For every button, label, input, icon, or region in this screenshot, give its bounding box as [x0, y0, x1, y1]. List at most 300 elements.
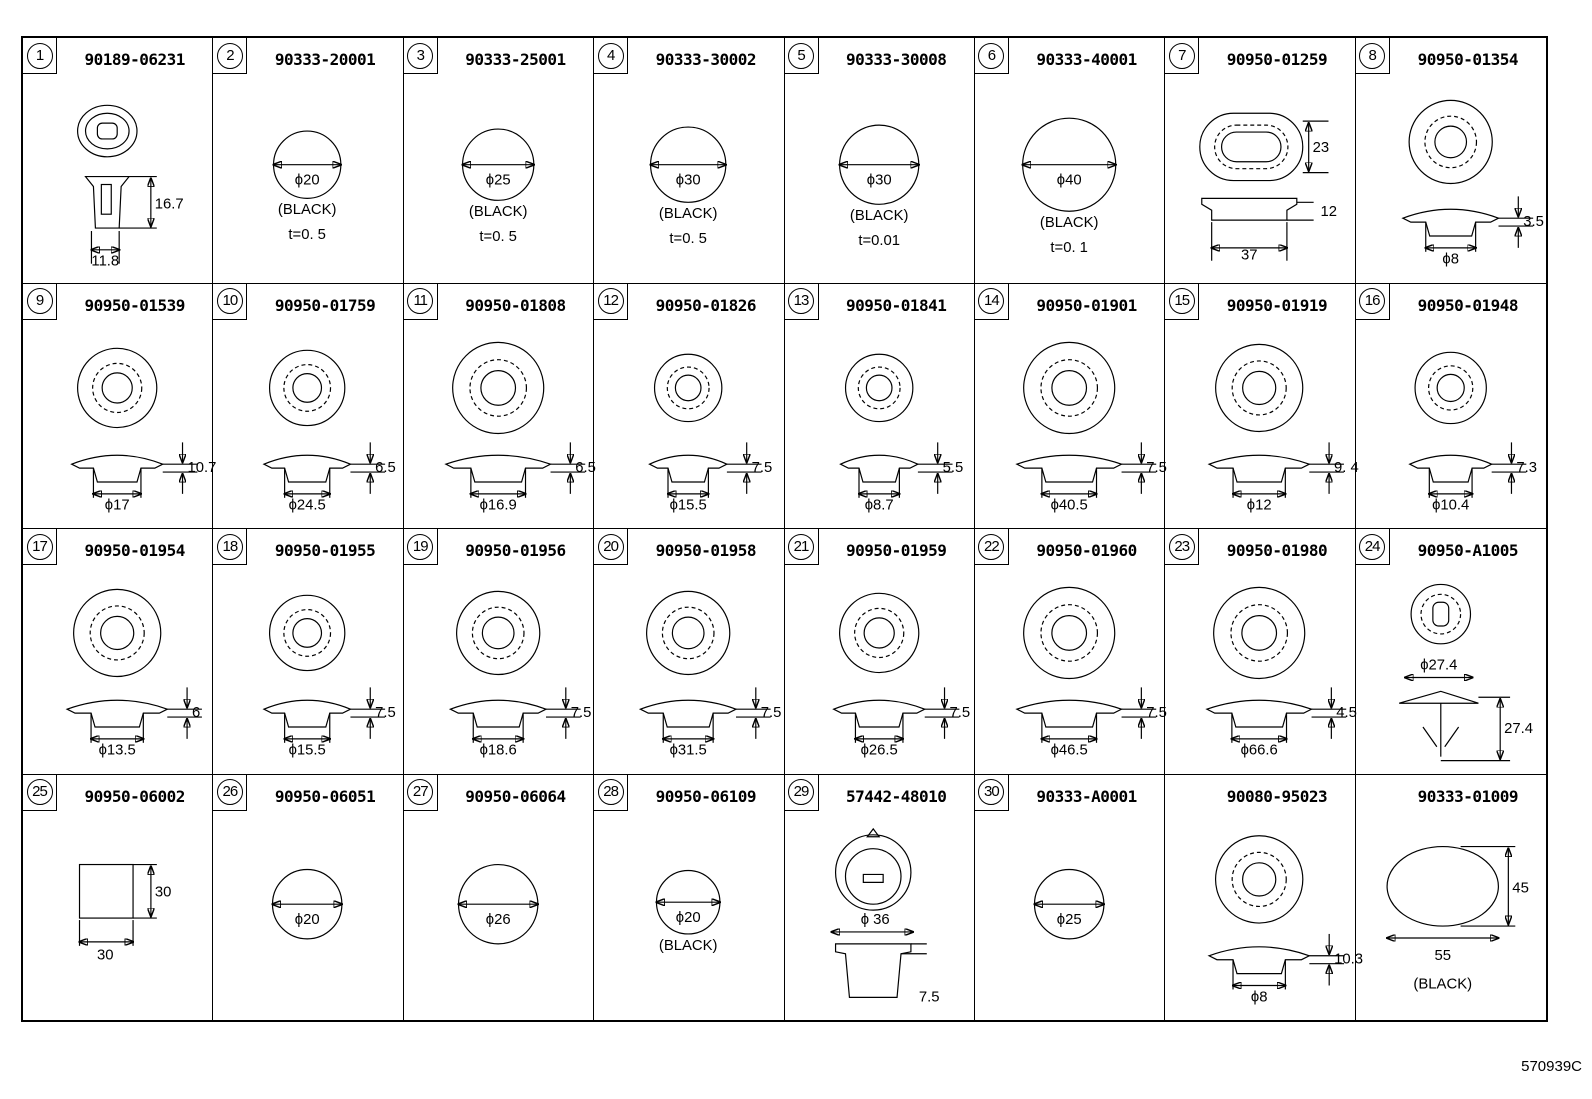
clip-side-view [1399, 691, 1478, 703]
part-drawing [975, 284, 1167, 529]
diameter-label: ϕ20 [675, 909, 701, 926]
part-cell [975, 775, 1165, 1021]
item-number: 15 [1169, 288, 1195, 314]
item-number: 7 [1169, 43, 1195, 69]
width-label: 55 [1434, 947, 1451, 964]
grommet-side-profile [650, 455, 727, 482]
part-number: 90950-01539 [84, 295, 185, 315]
part-cell [1356, 529, 1546, 775]
part-drawing [404, 775, 593, 1021]
item-number-box [404, 284, 438, 320]
item-number-box [785, 284, 819, 320]
diameter-label: ϕ16.9 [479, 497, 517, 514]
grommet-top-inner [667, 367, 709, 409]
part-drawing [404, 38, 593, 283]
part-number: 57442-48010 [845, 786, 947, 806]
item-number-box [1165, 529, 1199, 565]
part-number: 90950-01826 [655, 295, 757, 315]
grommet-side-profile [641, 700, 737, 727]
grommet-top-hole [1052, 616, 1087, 651]
part-drawing [975, 529, 1167, 774]
grommet-top-hole [1243, 371, 1276, 404]
item-number: 16 [1359, 288, 1385, 314]
diameter-label: ϕ26 [485, 911, 511, 928]
diameter-label: ϕ8.7 [864, 497, 894, 514]
part-number: 90950-01959 [845, 541, 947, 560]
part-cell [1165, 775, 1364, 1021]
part-number: 90950-01956 [465, 541, 566, 560]
grommet-top-hole [673, 617, 705, 649]
item-number-box [975, 529, 1009, 565]
note-label: (BLACK) [278, 202, 337, 219]
grommet-top-inner [1041, 359, 1097, 415]
diameter-label: ϕ25 [1056, 911, 1082, 928]
part-drawing [23, 775, 212, 1021]
part-cell [785, 775, 975, 1021]
length-label: 37 [1241, 247, 1258, 264]
part-cell [975, 38, 1165, 284]
item-number-box [23, 284, 57, 320]
note-label: (BLACK) [1412, 976, 1472, 993]
diagram-code: 570939C [1521, 1058, 1582, 1075]
part-drawing [785, 775, 974, 1021]
plug-top-view [835, 834, 910, 909]
part-drawing [785, 529, 974, 774]
diameter-label: ϕ 36 [860, 911, 890, 928]
diameter-label: ϕ13.5 [98, 742, 136, 759]
part-cell [23, 284, 217, 530]
grommet-top-inner [1232, 360, 1286, 414]
grommet-side-profile [1207, 700, 1312, 727]
item-number-box [1165, 284, 1199, 320]
part-drawing [1356, 529, 1546, 774]
square-plug [80, 864, 134, 918]
part-cell [785, 38, 975, 284]
note-label: (BLACK) [849, 208, 908, 225]
part-cell [785, 284, 975, 530]
item-number: 3 [407, 43, 433, 69]
grommet-side-profile [1209, 946, 1309, 973]
part-cell [23, 529, 213, 775]
grommet-top-inner [1041, 605, 1097, 661]
grommet-top-outer [1409, 100, 1492, 183]
part-number: 90950-01808 [465, 295, 566, 315]
grommet-side-view [1202, 198, 1297, 220]
item-number: 23 [1169, 534, 1195, 560]
part-drawing [213, 38, 402, 283]
part-cell [594, 38, 784, 284]
grommet-side-profile [840, 455, 917, 482]
grommet-top-outer [647, 591, 730, 674]
item-number: 8 [1359, 43, 1385, 69]
note-label: (BLACK) [1039, 215, 1099, 232]
diameter-label: ϕ20 [295, 172, 320, 189]
height-label: 30 [154, 883, 172, 900]
part-number: 90189-06231 [84, 50, 185, 69]
diameter-label: ϕ20 [295, 911, 320, 928]
height-label: 45 [1511, 879, 1529, 896]
note-label: t=0.01 [857, 232, 900, 249]
part-drawing [23, 38, 212, 283]
diameter-label: ϕ31.5 [669, 742, 707, 759]
height-label: 7.5 [1146, 705, 1167, 722]
height-label: 7.5 [751, 459, 773, 476]
grommet-top-hole [1242, 616, 1277, 651]
part-drawing [213, 284, 402, 529]
part-drawing [23, 529, 212, 774]
grommet-top-hole [864, 618, 894, 648]
part-drawing [404, 529, 593, 774]
part-drawing [594, 775, 783, 1021]
item-number: 24 [1359, 534, 1385, 560]
height-label: 5.5 [942, 459, 963, 476]
height-label: 7.5 [570, 705, 592, 722]
grommet-top-inner [858, 367, 900, 409]
thickness-label: 12 [1320, 204, 1338, 221]
item-number-box [594, 529, 628, 565]
item-number-box [1356, 38, 1390, 74]
grommet-top-inner [663, 607, 715, 659]
part-drawing [975, 775, 1164, 1021]
grommet-top-inner [854, 608, 903, 657]
part-cell [404, 38, 594, 284]
item-number-box [594, 38, 628, 74]
part-number: 90950-06002 [84, 786, 185, 806]
grommet-top-outer [1415, 352, 1486, 423]
part-number: 90333-20001 [274, 50, 376, 69]
grommet-top-outer [74, 589, 161, 676]
item-number: 5 [788, 43, 814, 69]
item-number-box [404, 529, 438, 565]
grommet-side-profile [446, 455, 551, 482]
part-number: 90333-25001 [465, 50, 566, 69]
grommet-top-hole [1052, 370, 1087, 405]
grommet-top-inner [472, 607, 524, 659]
diameter-label: ϕ10.4 [1431, 497, 1469, 514]
item-number-box [23, 775, 57, 811]
grommet-top-hole [676, 375, 702, 401]
item-number: 30 [978, 779, 1004, 805]
part-number: 90950-01759 [274, 295, 376, 315]
item-number-box [785, 775, 819, 811]
part-number: 90950-01948 [1417, 295, 1519, 315]
part-cell [404, 529, 594, 775]
diameter-label: ϕ66.6 [1240, 742, 1279, 759]
part-cell [594, 775, 784, 1021]
diameter-label: ϕ18.6 [479, 742, 517, 759]
grommet-top-hole [293, 619, 322, 648]
part-cell [1356, 775, 1546, 1021]
grommet-side-profile [264, 455, 351, 482]
item-number: 9 [27, 288, 53, 314]
item-number: 17 [27, 534, 53, 560]
part-drawing [1356, 284, 1546, 529]
grommet-top-outer [1024, 587, 1115, 678]
grommet-top-outer [1216, 835, 1303, 922]
part-cell [1356, 284, 1546, 530]
part-cell [213, 38, 403, 284]
part-drawing [1165, 38, 1354, 283]
item-number: 26 [217, 779, 243, 805]
diameter-label: ϕ40.5 [1050, 497, 1088, 514]
diameter-label: ϕ25 [485, 172, 511, 189]
clip-top-view [1411, 584, 1470, 643]
item-number-box [213, 775, 247, 811]
parts-grid [21, 36, 1548, 1022]
part-cell [1165, 284, 1360, 530]
height-label: 6.5 [375, 459, 397, 476]
part-number: 90950-01980 [1226, 541, 1328, 560]
part-number: 90950-A1005 [1417, 541, 1519, 560]
grommet-side-profile [72, 455, 163, 482]
part-number: 90950-01960 [1036, 541, 1137, 560]
item-number-box [23, 38, 57, 74]
diameter-label: ϕ46.5 [1050, 742, 1088, 759]
part-drawing [404, 284, 596, 529]
grommet-top-hole [482, 617, 514, 649]
grommet-top-inner [90, 606, 144, 660]
height-label: 7.5 [375, 705, 397, 722]
height-label: 27.4 [1503, 720, 1533, 737]
part-drawing [213, 529, 402, 774]
part-cell [975, 284, 1165, 530]
item-number: 11 [407, 288, 433, 314]
grommet-side-profile [1209, 455, 1309, 482]
height-label: 3.5 [1522, 214, 1544, 231]
part-number: 90950-01841 [845, 295, 947, 315]
height-label: 7.5 [918, 988, 940, 1005]
part-cell [213, 284, 403, 530]
item-number: 6 [978, 43, 1004, 69]
part-drawing [594, 529, 783, 774]
part-drawing [594, 38, 783, 283]
item-number-box [785, 38, 819, 74]
oval-plug [1387, 846, 1498, 926]
item-number-box [1165, 38, 1199, 74]
grommet-top-outer [655, 354, 722, 421]
height-label: 7.5 [1146, 459, 1167, 476]
height-label: 16.7 [154, 196, 184, 213]
part-number: 90333-40001 [1036, 50, 1137, 69]
item-number-box [1356, 284, 1390, 320]
height-label: 4.5 [1336, 705, 1358, 722]
item-number: 10 [217, 288, 243, 314]
grommet-top-outer [452, 342, 543, 433]
part-drawing [1165, 775, 1364, 1021]
diameter-label: ϕ8 [1251, 988, 1268, 1005]
item-number: 20 [598, 534, 624, 560]
grommet-top-outer [456, 591, 539, 674]
diameter-label: ϕ15.5 [288, 742, 327, 759]
item-number: 14 [978, 288, 1004, 314]
note-label: (BLACK) [468, 204, 528, 221]
part-drawing [23, 284, 217, 529]
part-cell [1165, 38, 1355, 284]
grommet-top-outer [78, 348, 157, 427]
part-cell [1165, 529, 1358, 775]
grommet-side-profile [1017, 455, 1122, 482]
item-number-box [23, 529, 57, 565]
item-number-box [1356, 529, 1390, 565]
item-number: 29 [788, 779, 814, 805]
part-number: 90950-01901 [1036, 295, 1137, 315]
item-number-box [594, 284, 628, 320]
grommet-side-profile [1017, 700, 1122, 727]
item-number: 4 [598, 43, 624, 69]
item-number-box [594, 775, 628, 811]
part-number: 90950-01955 [274, 541, 376, 560]
part-cell [975, 529, 1165, 775]
grommet-side-profile [1403, 209, 1499, 236]
item-number: 12 [598, 288, 624, 314]
item-number-box [785, 529, 819, 565]
grommet-top-inner [1231, 605, 1287, 661]
part-number: 90950-06051 [274, 786, 376, 806]
diameter-label: ϕ26.5 [860, 742, 898, 759]
item-number: 22 [978, 534, 1004, 560]
diameter-label: ϕ24.5 [288, 497, 327, 514]
grommet-top-outer [845, 354, 912, 421]
part-number: 90950-01954 [84, 541, 185, 560]
part-cell [213, 775, 403, 1021]
item-number: 21 [788, 534, 814, 560]
part-drawing [213, 775, 402, 1021]
part-drawing [1165, 529, 1358, 774]
part-number: 90950-01259 [1226, 50, 1328, 69]
width-label: 11.8 [91, 253, 120, 270]
grommet-top-outer [1216, 344, 1303, 431]
height-label: 10.3 [1334, 951, 1364, 968]
grommet-side-profile [450, 700, 546, 727]
grommet-top-hole [866, 375, 892, 401]
item-number-box [975, 284, 1009, 320]
grommet-top-inner [1425, 116, 1477, 168]
item-number: 13 [788, 288, 814, 314]
note-label: t=0. 5 [288, 226, 327, 243]
part-number: 90950-06109 [655, 786, 757, 806]
diameter-label: ϕ17 [104, 497, 130, 514]
part-number: 90333-A0001 [1036, 786, 1137, 806]
item-number: 27 [407, 779, 433, 805]
item-number-box [213, 529, 247, 565]
grommet-side-profile [264, 700, 351, 727]
part-drawing [975, 38, 1164, 283]
item-number-box [975, 775, 1009, 811]
note-label: t=0. 5 [669, 230, 708, 247]
part-cell [1356, 38, 1546, 284]
plug-side-view [835, 943, 910, 997]
item-number: 2 [217, 43, 243, 69]
part-drawing [1356, 775, 1546, 1021]
part-number: 90950-06064 [465, 786, 566, 806]
grommet-top-outer [1024, 342, 1115, 433]
grommet-top-inner [284, 364, 331, 411]
grommet-top-hole [1435, 126, 1467, 158]
item-number-box [213, 284, 247, 320]
height-label: 6 [192, 705, 201, 722]
height-label: 23 [1312, 139, 1330, 156]
diameter-label: ϕ12 [1247, 497, 1272, 514]
part-cell [23, 775, 213, 1021]
item-number-box [404, 775, 438, 811]
height-label: 6.5 [575, 459, 596, 476]
grommet-top-hole [101, 616, 134, 649]
part-cell [404, 284, 594, 530]
diameter-label: ϕ40 [1056, 172, 1082, 189]
part-number: 90950-01354 [1417, 50, 1519, 69]
diameter-label: ϕ30 [866, 172, 892, 189]
part-cell [594, 529, 784, 775]
diameter-label: ϕ30 [675, 172, 701, 189]
part-drawing [594, 284, 783, 529]
grommet-top-outer [270, 595, 345, 670]
part-drawing [1165, 284, 1360, 529]
grommet-top-hole [1243, 862, 1276, 895]
height-label: 7.3 [1516, 459, 1537, 476]
grommet-top-hole [102, 372, 132, 402]
item-number-box [213, 38, 247, 74]
part-number: 90333-30008 [845, 50, 947, 69]
grommet-side-profile [833, 700, 924, 727]
grommet-top-hole [1437, 374, 1464, 401]
grommet-top-outer [839, 593, 918, 672]
part-cell [23, 38, 213, 284]
item-number-box [975, 38, 1009, 74]
grommet-top-inner [284, 610, 331, 657]
diameter-label: ϕ8 [1442, 251, 1459, 268]
note-label: (BLACK) [659, 206, 718, 223]
grommet-top-hole [293, 373, 322, 402]
part-cell [213, 529, 403, 775]
item-number: 18 [217, 534, 243, 560]
part-drawing [785, 284, 974, 529]
grommet-side-profile [1409, 455, 1491, 482]
item-number: 1 [27, 43, 53, 69]
part-cell [785, 529, 975, 775]
grommet-top-outer [270, 350, 345, 425]
item-number-box [404, 38, 438, 74]
grommet-top-inner [470, 359, 526, 415]
height-label: 10.7 [187, 459, 217, 476]
item-number: 19 [407, 534, 433, 560]
part-number: 90080-95023 [1226, 786, 1328, 806]
width-label: 30 [97, 947, 114, 964]
grommet-top-hole [481, 370, 516, 405]
height-label: 9. 4 [1334, 459, 1360, 476]
item-number: 28 [598, 779, 624, 805]
grommet-top-inner [1232, 852, 1286, 906]
note-label: t=0. 5 [479, 228, 517, 245]
height-label: 7.5 [760, 705, 782, 722]
note-label: t=0. 1 [1050, 239, 1088, 256]
height-label: 7.5 [948, 705, 970, 722]
note-label: (BLACK) [659, 937, 718, 954]
diameter-label: ϕ15.5 [669, 497, 707, 514]
grommet-top-inner [1428, 365, 1472, 409]
grommet-top-inner [93, 363, 142, 412]
part-cell [594, 284, 784, 530]
part-number: 90333-30002 [655, 50, 757, 69]
part-number: 90333-01009 [1417, 786, 1519, 806]
part-number: 90950-01958 [655, 541, 757, 560]
grommet-top-outer [1214, 587, 1305, 678]
part-drawing [1356, 38, 1546, 283]
part-cell [404, 775, 594, 1021]
grommet-side-profile [67, 700, 167, 727]
part-number: 90950-01919 [1226, 295, 1328, 315]
diameter-label: ϕ27.4 [1419, 657, 1458, 674]
item-number: 25 [27, 779, 53, 805]
